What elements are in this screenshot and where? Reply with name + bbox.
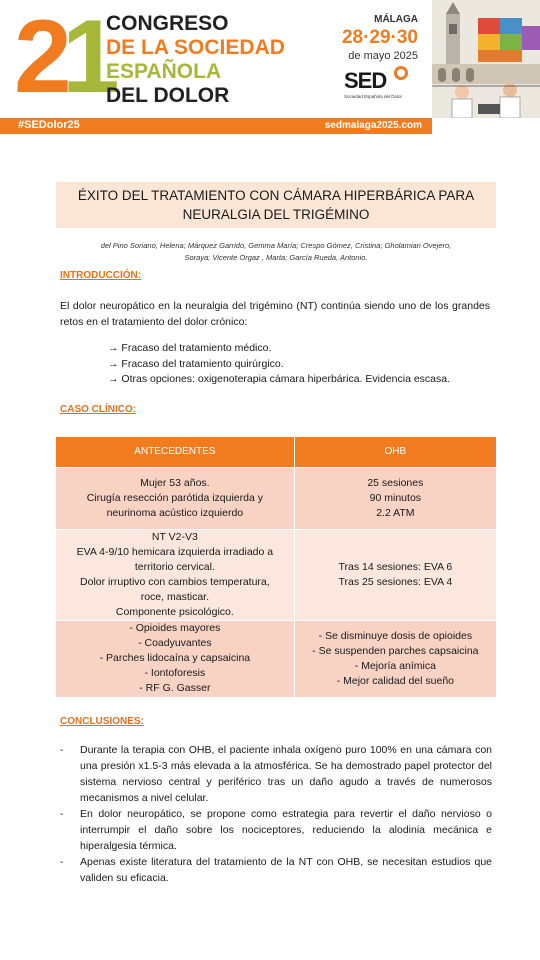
malaga-illustration [432,0,540,118]
authors-line: del Pino Soriano, Helena; Márquez Garrido, Gemma María; Crespo Gómez, Cristina; Gholamian Ovejero, [100,241,452,250]
intro-list-item: → Otras opciones: oxigenoterapia cámara hiperbárica. Evidencia escasa. [108,373,451,385]
intro-heading: INTRODUCCIÓN: [60,270,142,281]
intro-text: El dolor neuropático en la neuralgia del trigémino (NT) continúa siendo uno de los grandes retos en el tratamiento del dolor crónico: [60,300,490,328]
intro-list-item: → Fracaso del tratamiento quirúrgico. [108,357,284,370]
list-item: - Durante la terapia con OHB, el paciente inhala oxígeno puro 100% en una cámara con una presión x1.5-3 más elevada a la atmosférica. Se ha demostrado papel protector del sistema nervioso central y periférico tras un daño agudo a través de numerosos mecanismos a nivel celular. [60,744,492,804]
edition-number: 21 [14,0,110,115]
congress-url: sedmalaga2025.com [324,120,422,131]
sed-logo [344,68,418,104]
authors [66,240,486,264]
paper-title-line: ÉXITO DEL TRATAMIENTO CON CÁMARA HIPERBÁRICA PARA [77,188,475,203]
sed-logo-mark-icon [394,66,408,80]
conclusions-list [60,742,492,886]
table-cell: 25 sesiones 90 minutos 2.2 ATM [294,467,496,529]
table-row [56,620,496,697]
paper-title-line: NEURALGIA DEL TRIGÉMINO [182,207,370,222]
congress-header [0,0,540,118]
table-cell: NT V2-V3 EVA 4-9/10 hemicara izquierda irradiado a territorio cervical. Dolor irruptivo con cambios temperatura, roce, masticar. Componente psicológico. [56,529,294,620]
sed-logo-subtitle: Sociedad Española del Dolor [344,94,403,99]
congress-city: MÁLAGA [374,14,418,25]
congress-title-line: ESPAÑOLA [106,60,222,83]
congress-title-line: CONGRESO [106,12,229,35]
table-cell: Mujer 53 años. Cirugía resección parótida izquierda y neurinoma acústico izquierdo [56,467,294,529]
congress-title-line: DEL DOLOR [106,84,230,107]
table-row [56,467,496,529]
table-row [56,529,496,620]
illustration-art [432,0,540,118]
intro-list [108,341,450,388]
sed-logo-text: SED [344,68,387,93]
dash-bullet: - [60,808,64,820]
column-header: ANTECEDENTES [56,437,294,467]
table-cell: - Se disminuye dosis de opioides - Se suspenden parches capsaicina - Mejoría anímica - Mejor calidad del sueño [294,620,496,697]
case-table [56,437,496,697]
congress-title-line: DE LA SOCIEDAD [106,36,285,59]
congress-month: de mayo 2025 [348,50,418,62]
hashtag: #SEDolor25 [18,119,80,131]
table-cell: Tras 14 sesiones: EVA 6 Tras 25 sesiones: EVA 4 [294,529,496,620]
authors-line: Soraya; Vicente Orgaz , Marta; García Rueda, Antonio. [184,253,368,262]
column-header: OHB [294,437,496,467]
intro-list-item: → Fracaso del tratamiento médico. [108,342,272,354]
header-band [0,118,432,134]
dash-bullet: - [60,744,64,756]
table-header-row [56,437,496,467]
list-item: - Apenas existe literatura del tratamiento de la NT con OHB, se necesitan estudios que validen su eficacia. [60,856,492,884]
list-item: - En dolor neuropático, se propone como estrategia para revertir el daño nervioso o interrumpir el daño sobre los nociceptores, reduciendo la alodinia mecánica e hiperalgesia térmica. [60,808,492,852]
conclusions-heading: CONCLUSIONES: [60,716,144,727]
congress-title [106,12,285,108]
paper-title [56,182,496,228]
dash-bullet: - [60,856,64,868]
congress-dates: 28·29·30 [341,27,418,48]
table-cell: - Opioides mayores - Coadyuvantes - Parches lidocaína y capsaicina - Iontoforesis - RF G. Gasser [56,620,294,697]
case-heading: CASO CLÍNICO: [60,404,137,415]
